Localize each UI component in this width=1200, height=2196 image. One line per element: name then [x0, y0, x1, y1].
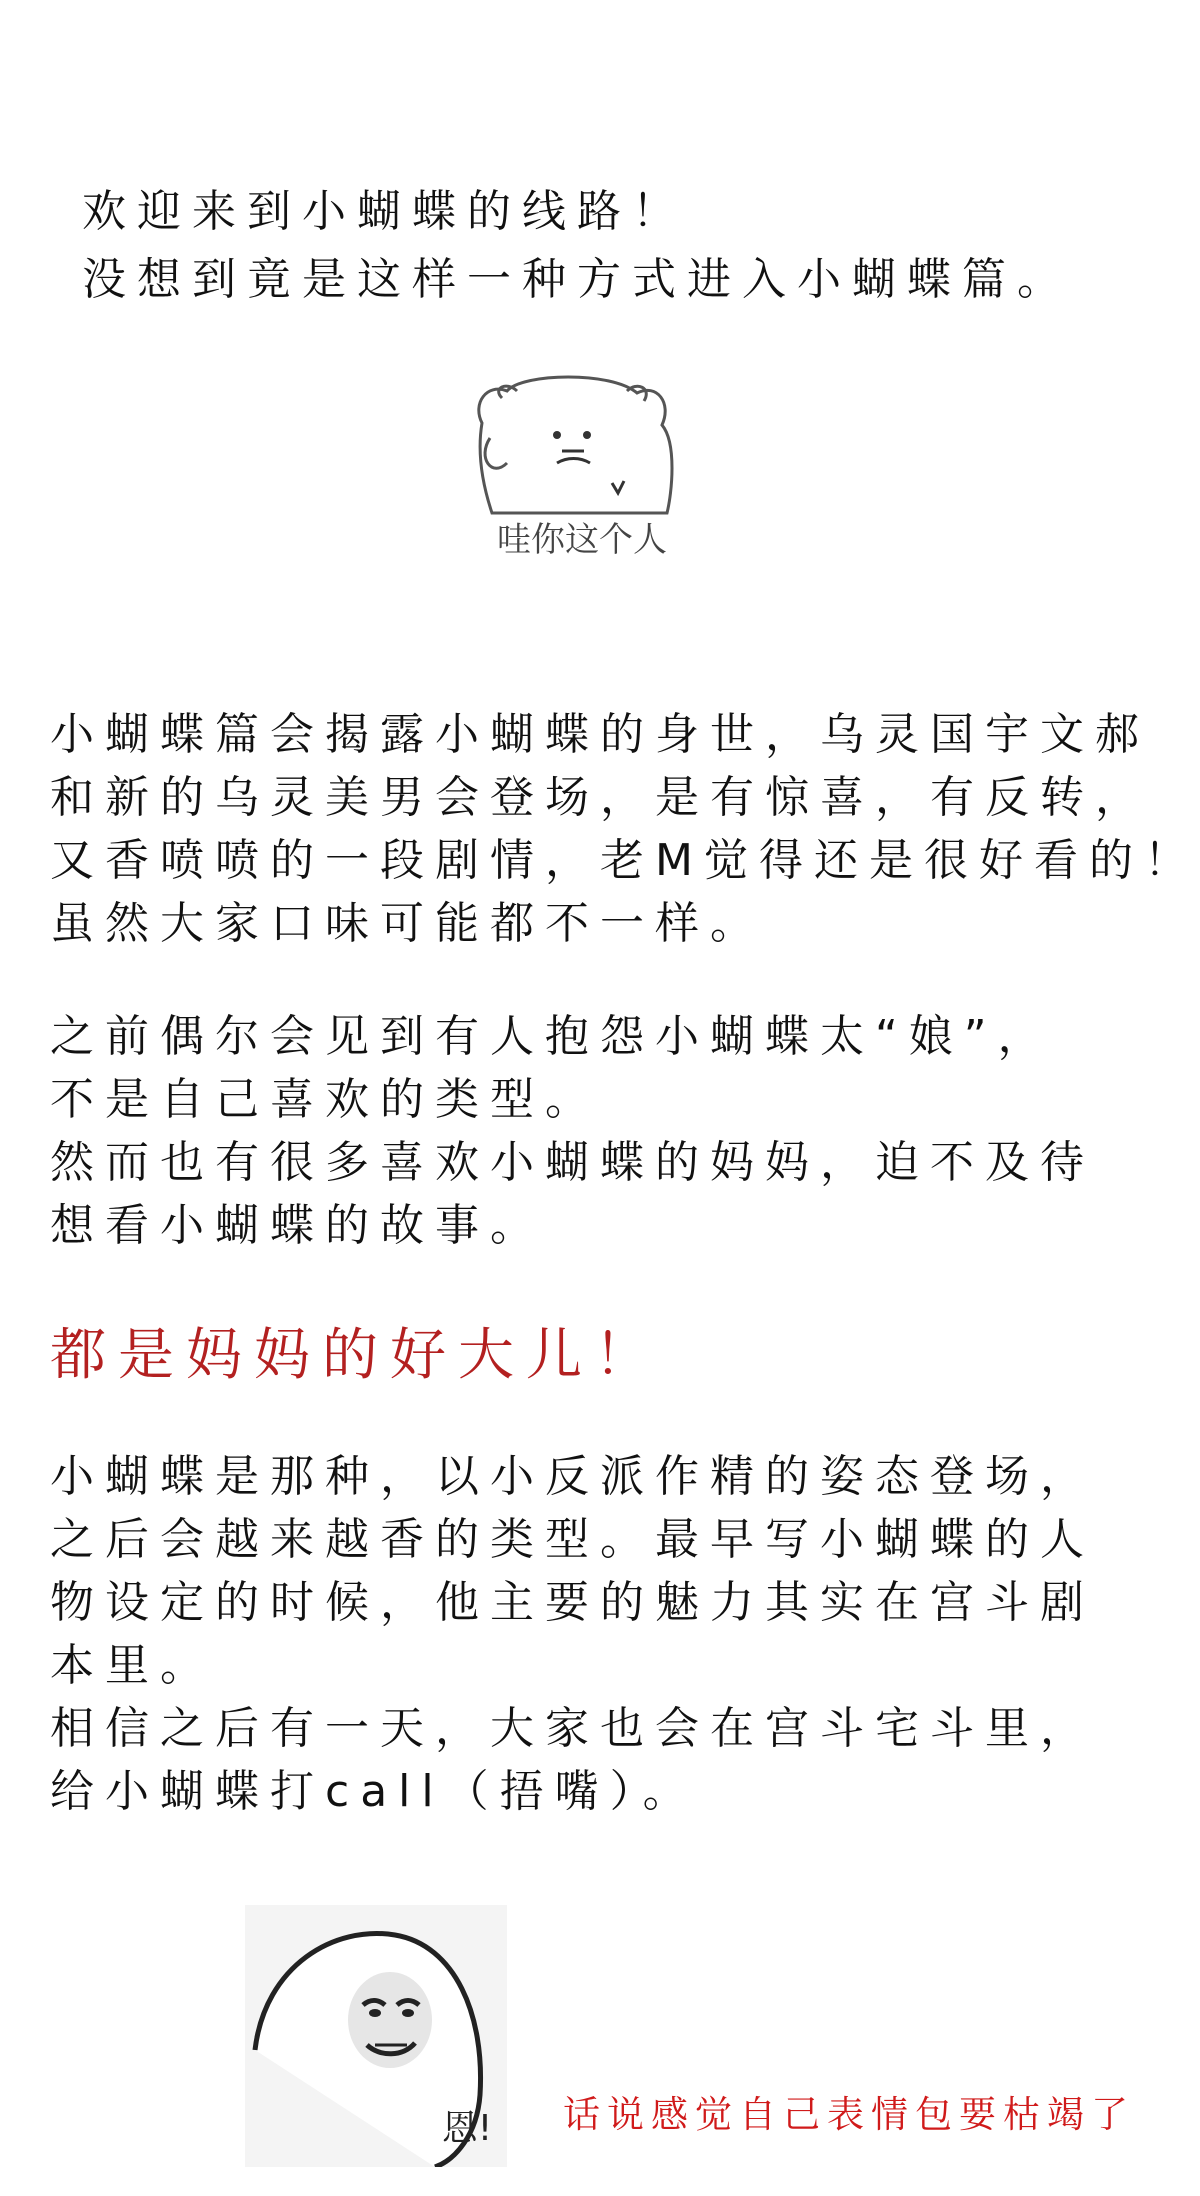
headline-text: 都是妈妈的好大儿！	[50, 1323, 662, 1388]
paragraph-1-line: 小蝴蝶篇会揭露小蝴蝶的身世，乌灵国宇文郝	[50, 709, 1150, 760]
headline	[50, 1316, 1200, 1396]
bear-meme-caption: 哇你这个人	[497, 520, 667, 560]
paragraph-3-line: 物设定的时候，他主要的魅力其实在宫斗剧	[50, 1577, 1095, 1628]
paragraph-2	[50, 1005, 1200, 1257]
blob-meme-caption: 恩!	[441, 2108, 493, 2149]
intro-text	[82, 178, 1200, 314]
paragraph-3-line: 给小蝴蝶打call（捂嘴）。	[50, 1766, 698, 1817]
paragraph-3-line: 本里。	[50, 1640, 215, 1691]
intro-line-2: 没想到竟是这样一种方式进入小蝴蝶篇。	[82, 254, 1072, 305]
paragraph-1	[50, 703, 1200, 955]
side-caption-text: 话说感觉自己表情包要枯竭了	[563, 2093, 1135, 2136]
paragraph-1-line: 虽然大家口味可能都不一样。	[50, 898, 765, 949]
paragraph-2-line: 想看小蝴蝶的故事。	[50, 1200, 545, 1251]
paragraph-3-line: 小蝴蝶是那种，以小反派作精的姿态登场，	[50, 1451, 1095, 1502]
paragraph-1-line: 和新的乌灵美男会登场，是有惊喜，有反转，	[50, 772, 1150, 823]
paragraph-3-line: 相信之后有一天，大家也会在宫斗宅斗里，	[50, 1703, 1095, 1754]
intro-line-1: 欢迎来到小蝴蝶的线路！	[82, 186, 687, 237]
paragraph-2-line: 之前偶尔会见到有人抱怨小蝴蝶太“娘”，	[50, 1011, 1053, 1062]
side-caption	[563, 2090, 1200, 2140]
smirking-blob-meme-icon	[245, 1905, 507, 2167]
paragraph-3	[50, 1445, 1200, 1823]
bear-meme-icon	[462, 363, 702, 573]
paragraph-3-line: 之后会越来越香的类型。最早写小蝴蝶的人	[50, 1514, 1095, 1565]
paragraph-2-line: 然而也有很多喜欢小蝴蝶的妈妈，迫不及待	[50, 1137, 1095, 1188]
paragraph-2-line: 不是自己喜欢的类型。	[50, 1074, 600, 1125]
paragraph-1-line: 又香喷喷的一段剧情，老M觉得还是很好看的！	[50, 835, 1199, 886]
